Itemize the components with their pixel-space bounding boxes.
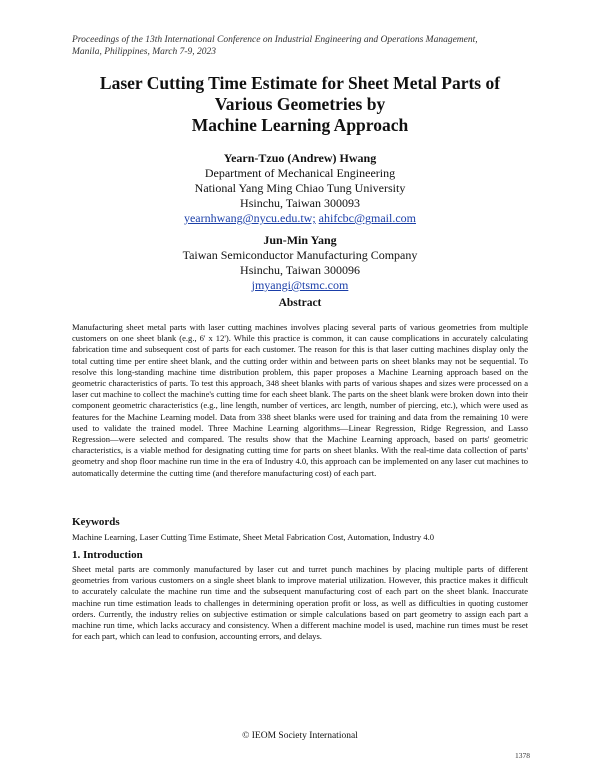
title-line-3: Machine Learning Approach	[191, 115, 409, 135]
copyright-footer: © IEOM Society International	[242, 731, 358, 741]
author-name: Yearn-Tzuo (Andrew) Hwang	[223, 151, 377, 165]
paper-title	[40, 73, 560, 136]
author-emails	[100, 278, 500, 293]
conference-line-1: Proceedings of the 13th International Conference on Industrial Engineering and Operations Management,	[72, 35, 478, 45]
abstract-heading: Abstract	[278, 297, 322, 309]
email-link[interactable]: ahifcbc@gmail.com	[318, 211, 417, 225]
author-location: Hsinchu, Taiwan 300093	[240, 196, 360, 210]
page-number: 1378	[515, 751, 530, 760]
author-block-1	[100, 151, 500, 226]
author-location: Hsinchu, Taiwan 300096	[240, 263, 360, 277]
conference-header	[72, 34, 532, 58]
abstract-body: Manufacturing sheet metal parts with laser cutting machines involves placing several parts of various geometries from multiple customers on one sheet blank (e.g., 6' x 12'). While this practice is common, it can cause complications in accurately calculating fabrication time and subsequent cost of parts for each customer. The reason for this is that laser cutting machines display only the total cutting time per entire sheet blank, and the cutting order within and between parts on sheet blanks may not be sequential. To resolve this long-standing machine time distribution problem, this paper proposes a Machine Learning approach based on the geometric characteristics of parts. To test this approach, 348 sheet blanks with parts of various shapes and sizes were processed on a laser cut machine to collect the machine's cutting time for each sheet blank. The parts on the sheet blank were broken down into their component geometric characteristics (e.g., line length, number of vertices, arc length, number of piercing, etc.), which were used as features for the Machine Learning model. Data from 338 sheet blanks were used for training and data from the remaining 10 were used to validate the trained model. Three Machine Learning algorithms—Linear Regression, Ridge Regression, and Lasso Regression—were selected and compared. The results show that the Machine Learning approach, based on parts' geometric characteristics, is a viable method for designating cutting time for parts on sheet blanks. With the real-time data collection of parts' geometry and shop floor machine run time in the era of Industry 4.0, this approach can be implemented on any laser cut machines to automatically determine the cutting time (and therefore manufacturing cost) of each part.	[72, 322, 528, 478]
title-line-2: Various Geometries by	[214, 94, 386, 114]
introduction-body: Sheet metal parts are commonly manufactured by laser cut and turret punch machines by placing multiple parts of different geometries from various customers on a single sheet blank to improve material utilization. However, this practice makes it difficult to accurately calculate the machine run time and the subsequent manufacturing cost of each part on the sheet blank. Inaccurate machine run time estimation leads to challenges in determining operation profit or loss, as well as difficulties in quoting customer orders. Currently, the industry relies on subjective estimation or simple calculations based on part geometry to assign each part a machine run time, which lacks accuracy and consistency. When a different machine model is used, machine run times must be reset for each part, which can lead to confusion, accounting errors, and delays.	[72, 564, 528, 642]
section-heading-introduction: 1. Introduction	[72, 549, 143, 561]
keywords-heading: Keywords	[72, 516, 120, 528]
conference-line-2: Manila, Philippines, March 7-9, 2023	[72, 47, 216, 57]
title-line-1: Laser Cutting Time Estimate for Sheet Metal Parts of	[99, 73, 501, 93]
author-affiliation: National Yang Ming Chiao Tung University	[194, 181, 406, 195]
author-emails	[100, 211, 500, 226]
author-affiliation: Department of Mechanical Engineering	[204, 166, 396, 180]
author-name: Jun-Min Yang	[263, 233, 337, 247]
keywords-body: Machine Learning, Laser Cutting Time Estimate, Sheet Metal Fabrication Cost, Automation, Industry 4.0	[72, 532, 435, 542]
email-link[interactable]: yearnhwang@nycu.edu.tw;	[183, 211, 316, 225]
author-block-2	[100, 233, 500, 293]
author-affiliation: Taiwan Semiconductor Manufacturing Company	[182, 248, 418, 262]
email-link[interactable]: jmyangi@tsmc.com	[251, 278, 349, 292]
